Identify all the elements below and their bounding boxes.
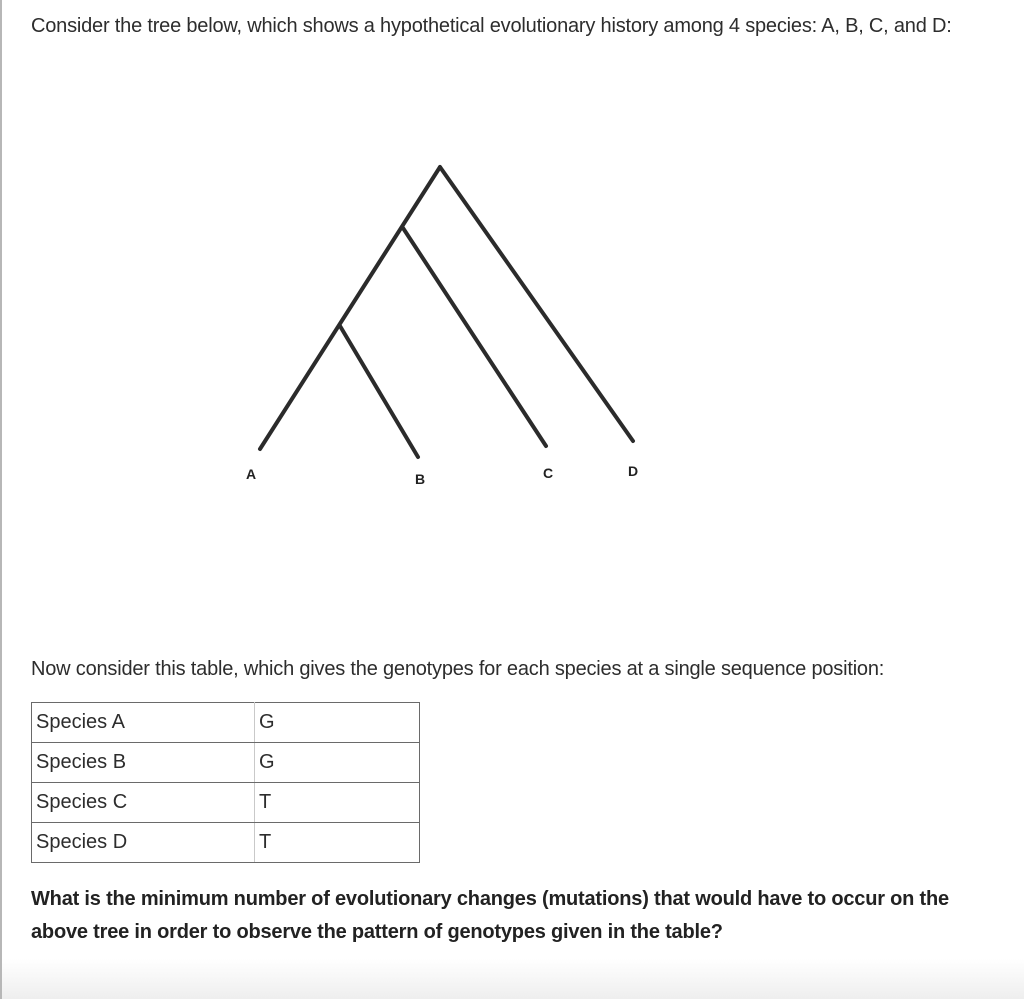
tip-label-b: B — [415, 471, 426, 487]
table-row — [32, 823, 420, 863]
genotype-cell: G — [255, 743, 420, 783]
species-cell: Species C — [32, 783, 255, 823]
tip-label-d: D — [628, 463, 639, 479]
branch-root-to-d — [440, 167, 633, 441]
intro-paragraph: Consider the tree below, which shows a hypothetical evolutionary history among 4 species: A, B, C, and D: — [31, 15, 952, 37]
branch-to-b — [340, 326, 418, 457]
table-row — [32, 783, 420, 823]
tree-branches — [260, 167, 633, 457]
tip-label-c: C — [543, 465, 554, 481]
question-paragraph: What is the minimum number of evolutionary changes (mutations) that would have to occur on the above tree in order to observe the pattern of genotypes given in the table? — [31, 888, 949, 943]
branch-backbone-to-a — [260, 167, 440, 449]
genotype-cell: T — [255, 783, 420, 823]
species-cell: Species B — [32, 743, 255, 783]
tip-label-a: A — [246, 466, 257, 482]
branch-to-c — [403, 228, 546, 446]
species-cell: Species D — [32, 823, 255, 863]
species-cell: Species A — [32, 703, 255, 743]
genotype-table — [31, 702, 420, 863]
genotype-cell: G — [255, 703, 420, 743]
table-intro-paragraph: Now consider this table, which gives the genotypes for each species at a single sequence position: — [31, 658, 885, 680]
table-row — [32, 743, 420, 783]
genotype-cell: T — [255, 823, 420, 863]
table-row — [32, 703, 420, 743]
bottom-fade — [2, 959, 1024, 999]
